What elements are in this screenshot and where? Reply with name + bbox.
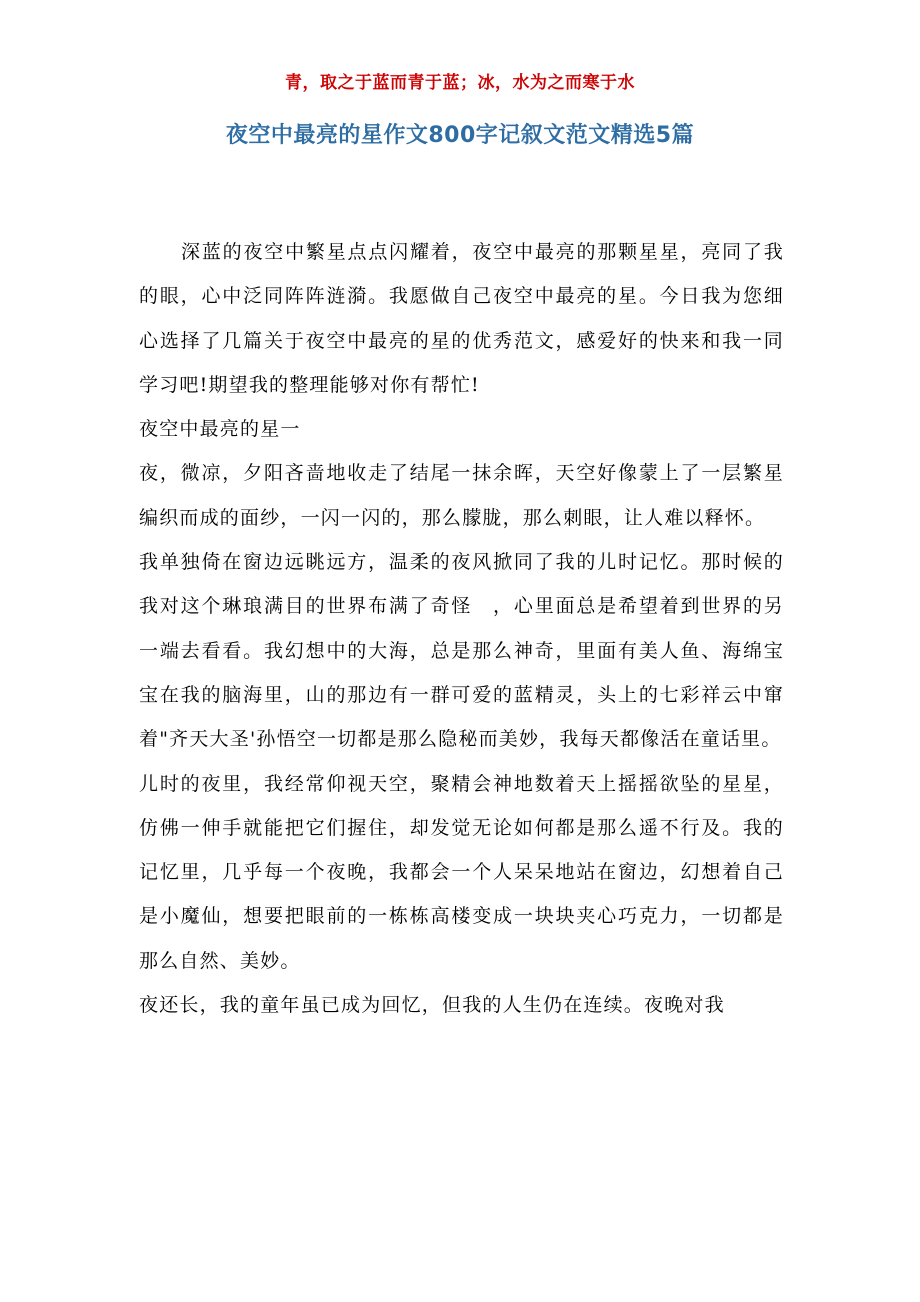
paragraph-2: 我单独倚在窗边远眺远方，温柔的夜风掀同了我的儿时记忆。那时候的我对这个琳琅满目的世界布满了奇怪 ，心里面总是希望着到世界的另一端去看看。我幻想中的大海，总是那么神奇，里面有美人鱼、海绵宝宝在我的脑海里，山的那边有一群可爱的蓝精灵，头上的七彩祥云中窜着"齐天大圣'孙悟空一切都是那么隐秘而美妙，我每天都像活在童话里。	[139, 551, 784, 751]
paragraph-1: 夜，微凉，夕阳吝啬地收走了结尾一抹余晖，天空好像蒙上了一层繁星编织而成的面纱，一闪一闪的，那么朦胧，那么刺眼，让人难以释怀。	[139, 462, 784, 529]
intro-paragraph: 深蓝的夜空中繁星点点闪耀着，夜空中最亮的那颗星星，亮同了我的眼，心中泛同阵阵涟漪。我愿做自己夜空中最亮的星。今日我为您细心选择了几篇关于夜空中最亮的星的优秀范文，感爱好的快来和我一同学习吧!期望我的整理能够对你有帮忙!	[139, 241, 784, 396]
header-motto: 青，取之于蓝而青于蓝；冰，水为之而寒于水	[285, 73, 635, 93]
section-heading: 夜空中最亮的星一	[139, 418, 301, 441]
document-title: 夜空中最亮的星作文800字记叙文范文精选5篇	[225, 123, 695, 148]
paragraph-4: 夜还长，我的童年虽已成为回忆，但我的人生仍在连续。夜晚对我	[139, 994, 725, 1017]
paragraph-3: 儿时的夜里，我经常仰视天空，聚精会神地数着天上摇摇欲坠的星星，仿佛一伸手就能把它们握住，却发觉无论如何都是那么遥不行及。我的记忆里，几乎每一个夜晚，我都会一个人呆呆地站在窗边，幻想着自己是小魔仙，想要把眼前的一栋栋高楼变成一块块夹心巧克力，一切都是那么自然、美妙。	[139, 772, 784, 972]
document-body	[139, 230, 784, 1027]
